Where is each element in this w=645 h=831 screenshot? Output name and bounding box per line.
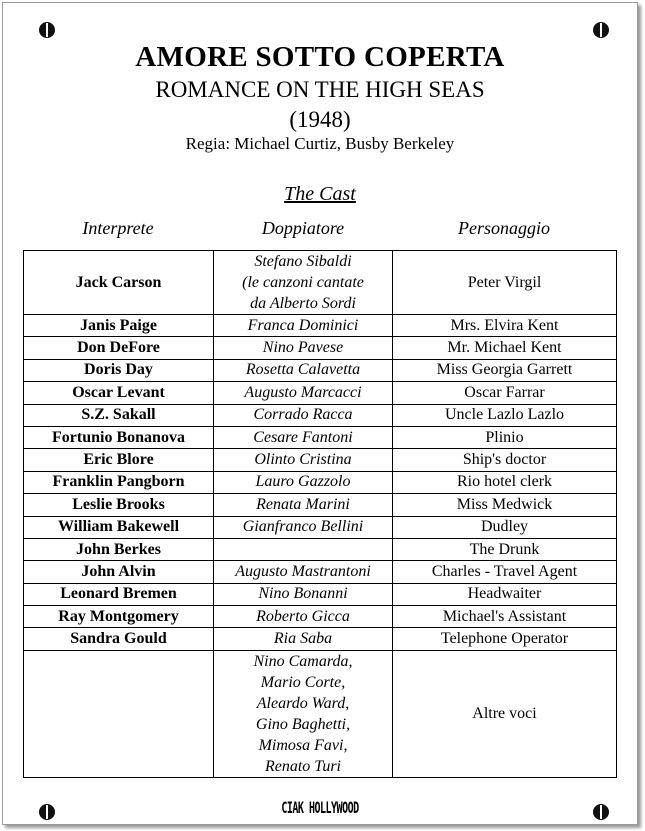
role-cell: Dudley — [393, 516, 617, 538]
table-row — [24, 251, 617, 315]
table-row — [24, 650, 617, 777]
role-cell: Telephone Operator — [393, 628, 617, 650]
column-header-personaggio: Personaggio — [458, 218, 550, 238]
table-row — [24, 337, 617, 359]
dubber-line: Mario Corte, — [260, 673, 346, 691]
actor-cell: Sandra Gould — [24, 628, 214, 650]
actor-cell: Oscar Levant — [24, 382, 214, 404]
table-row — [24, 315, 617, 337]
actor-cell: Don DeFore — [24, 337, 214, 359]
ciak-hollywood-logo: CIAK HOLLYWOOD — [281, 800, 359, 818]
table-row — [24, 538, 617, 560]
role-cell: Headwaiter — [393, 583, 617, 605]
table-row — [24, 471, 617, 493]
table-row — [24, 404, 617, 426]
dubber-cell — [214, 650, 393, 777]
column-header-doppiatore: Doppiatore — [261, 218, 345, 238]
role-cell: Plinio — [393, 426, 617, 448]
dubber-cell: Nino Pavese — [214, 337, 393, 359]
table-row — [24, 516, 617, 538]
actor-cell: Fortunio Bonanova — [24, 426, 214, 448]
table-row — [24, 606, 617, 628]
actor-cell: Leonard Bremen — [24, 583, 214, 605]
role-cell: Miss Georgia Garrett — [393, 359, 617, 381]
actor-cell — [24, 650, 214, 777]
table-row — [24, 426, 617, 448]
dubber-line: Stefano Sibaldi — [254, 253, 352, 270]
dubber-line: (le canzoni cantate — [242, 274, 364, 291]
screw-hole-icon — [39, 22, 55, 38]
table-row — [24, 583, 617, 605]
role-cell: Uncle Lazlo Lazlo — [393, 404, 617, 426]
table-row — [24, 382, 617, 404]
table-row — [24, 359, 617, 381]
dubber-cell: Corrado Racca — [214, 404, 393, 426]
screw-hole-icon — [593, 22, 609, 38]
dubber-cell: Rosetta Calavetta — [214, 359, 393, 381]
dubber-cell: Ria Saba — [214, 628, 393, 650]
dubber-line: Aleardo Ward, — [256, 694, 350, 712]
dubber-line: Mimosa Favi, — [258, 736, 348, 754]
role-cell: Mr. Michael Kent — [393, 337, 617, 359]
role-cell: Ship's doctor — [393, 449, 617, 471]
dubber-cell: Renata Marini — [214, 494, 393, 516]
dubber-line: Renato Turi — [264, 757, 341, 775]
actor-cell: John Alvin — [24, 561, 214, 583]
role-cell: Mrs. Elvira Kent — [393, 315, 617, 337]
role-cell: Miss Medwick — [393, 494, 617, 516]
role-cell: Peter Virgil — [393, 251, 617, 315]
role-cell: Michael's Assistant — [393, 606, 617, 628]
dubber-cell: Cesare Fantoni — [214, 426, 393, 448]
actor-cell: William Bakewell — [24, 516, 214, 538]
cast-table — [23, 250, 617, 778]
dubber-line: da Alberto Sordi — [250, 295, 356, 312]
dubber-cell: Augusto Marcacci — [214, 382, 393, 404]
actor-cell: John Berkes — [24, 538, 214, 560]
table-row — [24, 628, 617, 650]
dubber-cell: Olinto Cristina — [214, 449, 393, 471]
actor-cell: Franklin Pangborn — [24, 471, 214, 493]
dubber-cell: Augusto Mastrantoni — [214, 561, 393, 583]
actor-cell: Eric Blore — [24, 449, 214, 471]
dubber-line: Nino Camarda, — [253, 652, 353, 670]
column-header-interprete: Interprete — [82, 218, 154, 238]
table-row — [24, 494, 617, 516]
original-title: ROMANCE ON THE HIGH SEAS — [155, 77, 485, 102]
dubber-cell: Nino Bonanni — [214, 583, 393, 605]
dubber-cell — [214, 538, 393, 560]
release-year: (1948) — [289, 107, 351, 132]
role-cell: Charles - Travel Agent — [393, 561, 617, 583]
role-cell: The Drunk — [393, 538, 617, 560]
table-row — [24, 561, 617, 583]
dubber-line: Gino Baghetti, — [255, 715, 351, 733]
actor-cell: Doris Day — [24, 359, 214, 381]
cast-heading: The Cast — [284, 183, 356, 205]
actor-cell: Janis Paige — [24, 315, 214, 337]
dubber-cell: Franca Dominici — [214, 315, 393, 337]
role-cell: Oscar Farrar — [393, 382, 617, 404]
italian-title: AMORE SOTTO COPERTA — [135, 41, 505, 73]
dubber-cell: Roberto Gicca — [214, 606, 393, 628]
role-cell: Rio hotel clerk — [393, 471, 617, 493]
dubber-cell — [214, 251, 393, 315]
dubber-cell: Lauro Gazzolo — [214, 471, 393, 493]
role-cell: Altre voci — [393, 650, 617, 777]
table-row — [24, 449, 617, 471]
actor-cell: Jack Carson — [24, 251, 214, 315]
director-line: Regia: Michael Curtiz, Busby Berkeley — [185, 134, 455, 153]
document-page — [2, 2, 638, 825]
actor-cell: Ray Montgomery — [24, 606, 214, 628]
actor-cell: Leslie Brooks — [24, 494, 214, 516]
dubber-cell: Gianfranco Bellini — [214, 516, 393, 538]
actor-cell: S.Z. Sakall — [24, 404, 214, 426]
